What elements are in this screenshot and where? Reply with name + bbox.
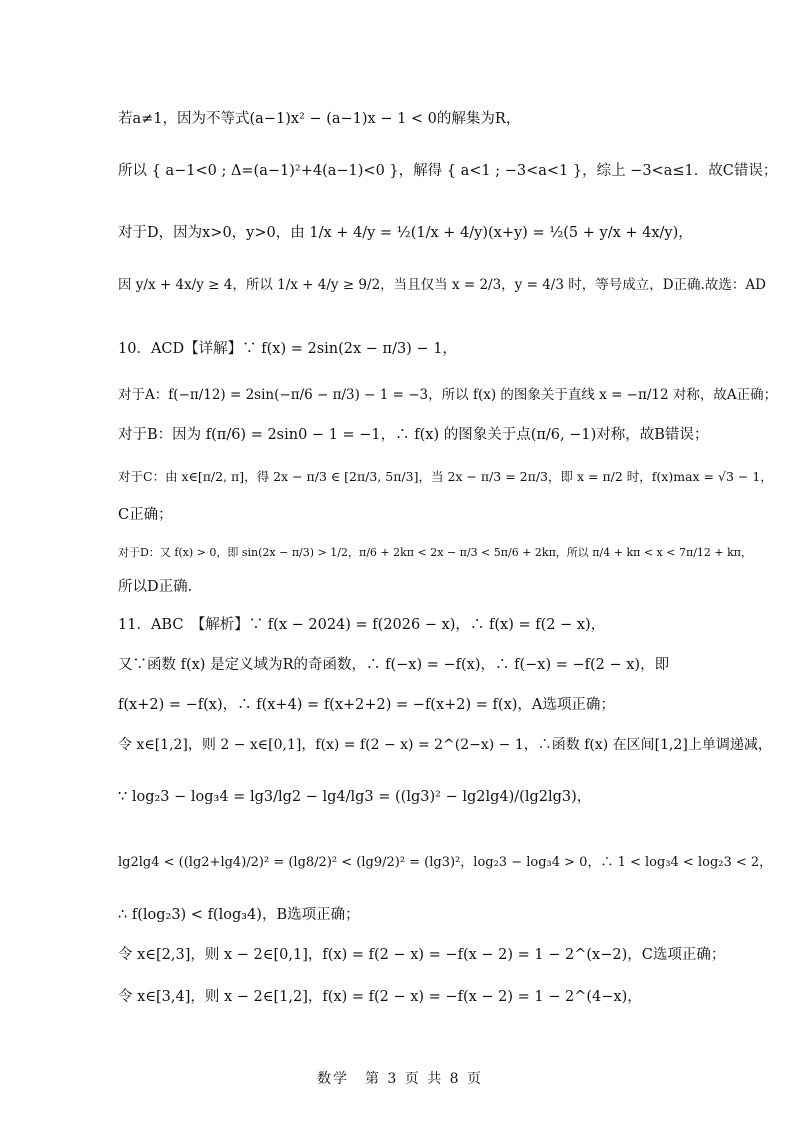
text-line-16: ∵ log₂3 − log₃4 = lg3/lg2 − lg4/lg3 = ((lg3)² − lg2lg4)/(lg2lg3)， [118,789,592,805]
text-line-3: 对于D，因为x>0，y>0，由 1/x + 4/y = ½(1/x + 4/y)(x+y) = ½(5 + y/x + 4x/y)， [118,225,693,241]
text-line-13: 又∵函数 f(x) 是定义域为R的奇函数，∴ f(−x) = −f(x)，∴ f(−x) = −f(2 − x)，即 [118,657,670,673]
text-line-9: C正确； [118,507,173,523]
text-line-14: f(x+2) = −f(x)，∴ f(x+4) = f(x+2+2) = −f(x+2) = f(x)，A选项正确； [118,697,615,713]
text-line-20: 令 x∈[3,4]，则 x − 2∈[1,2]，f(x) = f(2 − x) = −f(x − 2) = 1 − 2^(4−x)， [118,989,642,1005]
page-footer: 数学 第 3 页 共 8 页 [316,1071,484,1087]
text-line-18: ∴ f(log₂3) < f(log₃4)，B选项正确； [118,907,360,923]
text-line-7: 对于B：因为 f(π/6) = 2sin0 − 1 = −1，∴ f(x) 的图象关于点(π/6, −1)对称，故B错误； [118,427,709,443]
text-line-17: lg2lg4 < ((lg2+lg4)/2)² = (lg8/2)² < (lg9/2)² = (lg3)²，log₂3 − log₃4 > 0，∴ 1 < log₃4 < log₂3 < 2， [118,855,773,870]
problem-10-heading: 10．ACD【详解】∵ f(x) = 2sin(2x − π/3) − 1， [118,341,457,357]
text-line-10: 对于D：又 f(x) > 0，即 sin(2x − π/3) > 1/2，π/6 + 2kπ < 2x − π/3 < 5π/6 + 2kπ，所以 π/4 + kπ < x < 7π/12 + kπ， [118,546,753,559]
text-line-2: 所以 { a−1<0 ; Δ=(a−1)²+4(a−1)<0 }，解得 { a<1 ; −3<a<1 }，综上 −3<a≤1．故C错误； [118,163,778,179]
text-line-6: 对于A：f(−π/12) = 2sin(−π/6 − π/3) − 1 = −3，所以 f(x) 的图象关于直线 x = −π/12 对称，故A正确； [118,387,778,403]
problem-11-heading: 11．ABC 【解析】∵ f(x − 2024) = f(2026 − x)，∴ f(x) = f(2 − x)， [118,617,606,633]
text-line-11: 所以D正确. [118,579,193,595]
text-line-4: 因 y/x + 4x/y ≥ 4，所以 1/x + 4/y ≥ 9/2，当且仅当 x = 2/3，y = 4/3 时，等号成立，D正确.故选：AD [118,277,766,293]
text-line-19: 令 x∈[2,3]，则 x − 2∈[0,1]，f(x) = f(2 − x) = −f(x − 2) = 1 − 2^(x−2)，C选项正确； [118,947,726,963]
text-line-8: 对于C：由 x∈[π/2, π]，得 2x − π/3 ∈ [2π/3, 5π/3]，当 2x − π/3 = 2π/3，即 x = π/2 时，f(x)max = √3 − 1， [118,469,773,484]
text-line-15: 令 x∈[1,2]，则 2 − x∈[0,1]，f(x) = f(2 − x) = 2^(2−x) − 1，∴函数 f(x) 在区间[1,2]上单调递减， [118,737,772,753]
text-line-1: 若a≠1，因为不等式(a−1)x² − (a−1)x − 1 < 0的解集为R， [118,111,521,127]
